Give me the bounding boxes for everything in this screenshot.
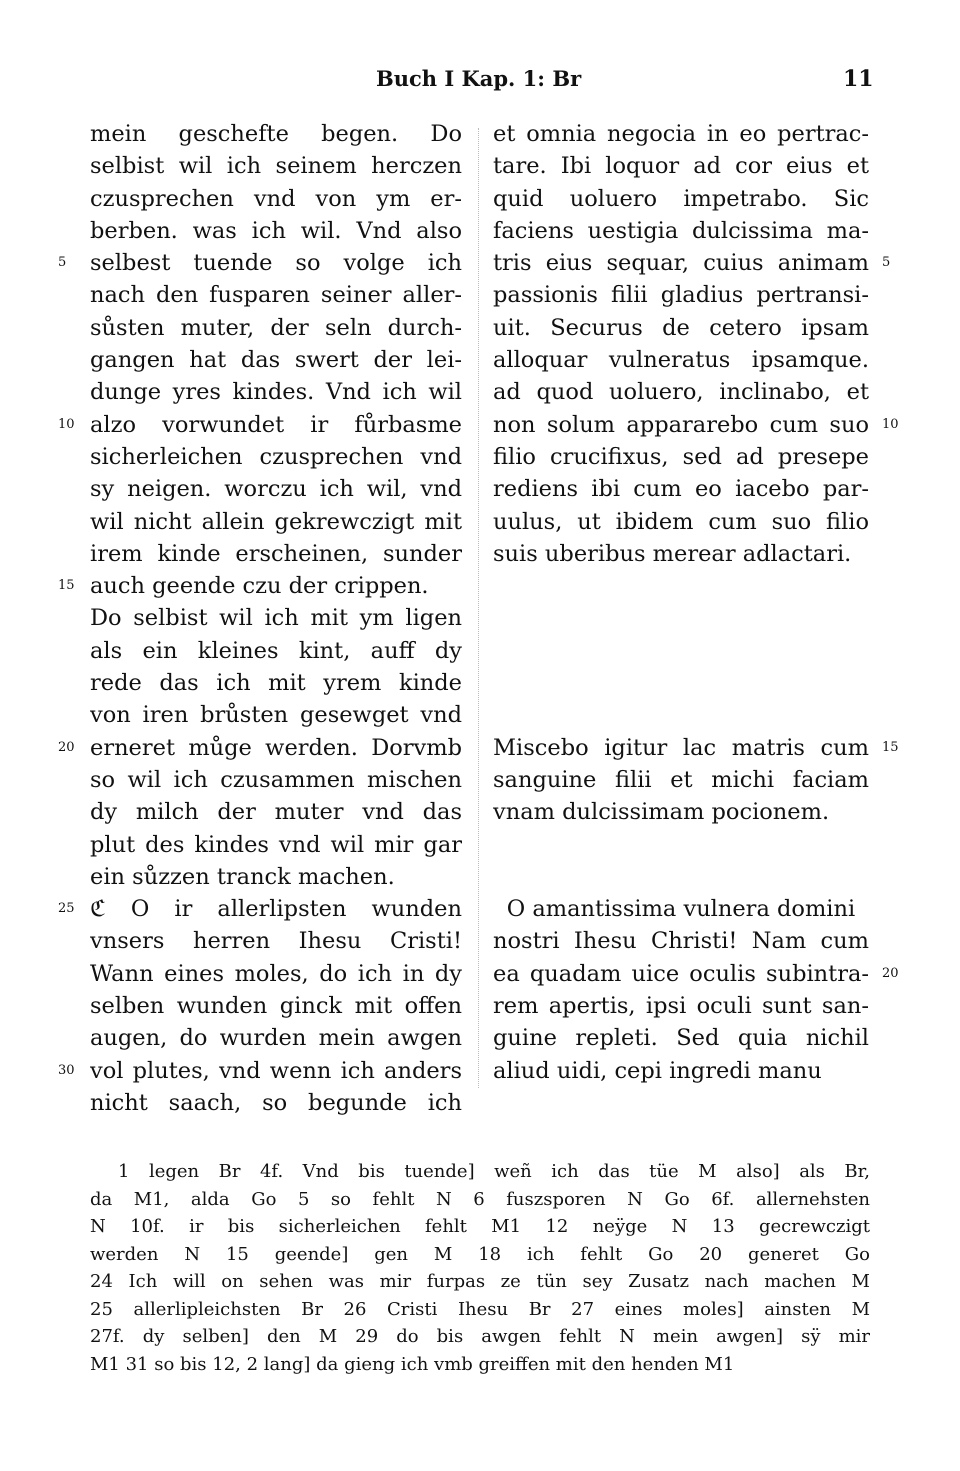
latin-line: alloquar vulneratus ipsamque.	[493, 347, 869, 374]
line-number	[882, 118, 912, 150]
line-number: 30	[58, 1062, 75, 1078]
line-number	[882, 312, 912, 344]
latin-line	[493, 602, 869, 634]
line-number	[58, 602, 88, 634]
german-line: dunge yres kindes. Vnd ich wil	[90, 379, 462, 406]
german-line: wil nicht allein gekrewczigt mit	[90, 508, 462, 535]
line-number	[58, 796, 88, 828]
line-number	[58, 118, 88, 150]
line-number	[882, 667, 912, 699]
german-line: vnsers herren Ihesu Cristi!	[90, 928, 462, 955]
line-number: 15	[882, 739, 899, 755]
latin-line: non solum appararebo cum suo	[493, 411, 869, 438]
latin-line: sanguine filii et michi faciam	[493, 766, 869, 793]
line-number	[58, 538, 88, 570]
german-line: erneret můge werden. Dorvmb	[90, 734, 462, 761]
left-line-numbers	[58, 118, 88, 1119]
german-line: irem kinde erscheinen, sunder	[90, 540, 462, 567]
german-line: als ein kleines kint, auff dy	[90, 637, 462, 664]
latin-line: vnam dulcissimam pocionem.	[493, 799, 830, 826]
line-number: 5	[882, 255, 891, 271]
footnote-line: da M1, alda Go 5 so fehlt N 6 fuszsporen N Go 6f. allernehsten	[90, 1188, 870, 1210]
line-number	[882, 215, 912, 247]
german-line: vol plutes, vnd wenn ich anders	[90, 1057, 462, 1084]
line-number	[58, 829, 88, 861]
latin-line: tris eius sequar, cuius animam	[493, 250, 869, 277]
german-line: selbist wil ich seinem herczen	[90, 153, 462, 180]
german-line: mein geschefte begen. Do	[90, 121, 462, 147]
line-number	[882, 635, 912, 667]
latin-line	[493, 829, 869, 861]
latin-line	[493, 635, 869, 667]
german-line: alzo vorwundet ir fůrbasme	[90, 411, 462, 438]
footnote-line: N 10f. ir bis sicherleichen fehlt M1 12 neÿge N 13 gecrewczigt	[90, 1216, 870, 1237]
line-number	[882, 441, 912, 473]
german-line: sy neigen. worczu ich wil, vnd	[90, 476, 462, 503]
line-number	[882, 506, 912, 538]
german-line: gangen hat das swert der lei-	[90, 347, 462, 374]
line-number	[882, 1087, 912, 1119]
line-number	[58, 990, 88, 1022]
line-number	[882, 1022, 912, 1054]
line-number	[58, 667, 88, 699]
german-line: Wann eines moles, do ich in dy	[90, 960, 462, 987]
page-number: 11	[843, 66, 874, 92]
latin-line: guine repleti. Sed quia nichil	[493, 1025, 869, 1052]
line-number	[58, 1022, 88, 1054]
line-number: 20	[882, 965, 899, 981]
latin-line	[493, 667, 869, 699]
latin-line: quid uoluero impetrabo. Sic	[493, 185, 869, 212]
german-line: ein sůzzen tranck machen.	[90, 863, 395, 890]
line-number	[58, 376, 88, 408]
latin-line: Miscebo igitur lac matris cum	[493, 734, 869, 761]
line-number	[882, 183, 912, 215]
latin-line: ea quadam uice oculis subintra-	[493, 960, 869, 987]
line-number	[882, 699, 912, 731]
footnote-line: M1 31 so bis 12, 2 lang] da gieng ich vmb greiffen mit den henden M1	[90, 1353, 735, 1375]
line-number	[882, 796, 912, 828]
line-number	[882, 570, 912, 602]
line-number	[58, 861, 88, 893]
german-line: selben wunden ginck mit offen	[90, 993, 462, 1020]
line-number	[882, 893, 912, 925]
line-number	[58, 150, 88, 182]
german-line: nach den fusparen seiner aller-	[90, 282, 462, 309]
footnote-line: 1 legen Br 4f. Vnd bis tuende] weñ ich das tüe M also] als Br,	[118, 1161, 870, 1182]
line-number	[882, 829, 912, 861]
latin-line	[493, 699, 869, 731]
line-number	[58, 958, 88, 990]
right-line-numbers	[882, 118, 912, 1119]
german-line: auch geende czu der crippen.	[90, 573, 429, 600]
line-number	[58, 1087, 88, 1119]
german-line: sicherleichen czusprechen vnd	[90, 443, 462, 470]
latin-line: uit. Securus de cetero ipsam	[493, 314, 869, 341]
latin-line: uulus, ut ibidem cum suo filio	[493, 508, 869, 535]
german-line: dy milch der muter vnd das	[90, 799, 462, 826]
german-line: sůsten muter, der seln durch-	[90, 314, 462, 341]
german-line: ℭ O ir allerlipsten wunden	[90, 896, 462, 923]
latin-line: rediens ibi cum eo iacebo par-	[493, 476, 869, 503]
latin-line: filio crucifixus, sed ad presepe	[493, 443, 869, 470]
line-number	[882, 150, 912, 182]
line-number	[58, 312, 88, 344]
running-head: Buch I Kap. 1: Br	[376, 66, 582, 91]
latin-line	[493, 1087, 869, 1119]
latin-line: O amantissima vulnera domini	[506, 896, 856, 923]
german-line: Do selbist wil ich mit ym ligen	[90, 605, 462, 632]
footnote-line: werden N 15 geende] gen M 18 ich fehlt Go 20 generet Go	[90, 1243, 870, 1265]
latin-line: ad quod uoluero, inclinabo, et	[493, 379, 869, 406]
line-number	[882, 344, 912, 376]
line-number	[58, 215, 88, 247]
line-number	[58, 635, 88, 667]
german-text-column	[90, 118, 462, 1119]
german-line: nicht saach, so begunde ich	[90, 1089, 462, 1116]
footnote-line: 27f. dy selben] den M 29 do bis awgen fehlt N mein awgen] sÿ mir	[90, 1326, 870, 1347]
line-number	[882, 602, 912, 634]
column-divider	[478, 128, 479, 1088]
line-number	[882, 1055, 912, 1087]
german-line: czusprechen vnd von ym er-	[90, 185, 462, 212]
footnote-line: 25 allerlipleichsten Br 26 Cristi Ihesu Br 27 eines moles] ainsten M	[90, 1298, 870, 1320]
line-number	[58, 344, 88, 376]
line-number	[882, 376, 912, 408]
line-number	[882, 473, 912, 505]
german-line: selbest tuende so volge ich	[90, 250, 462, 277]
line-number	[58, 473, 88, 505]
line-number	[58, 925, 88, 957]
german-line: so wil ich czusammen mischen	[90, 766, 462, 793]
line-number: 25	[58, 901, 75, 917]
latin-line: aliud uidi, cepi ingredi manu	[493, 1057, 822, 1084]
german-line: von iren brůsten gesewget vnd	[90, 702, 462, 729]
line-number	[58, 699, 88, 731]
latin-line: suis uberibus merear adlactari.	[493, 540, 852, 567]
latin-line	[493, 570, 869, 602]
latin-line: et omnia negocia in eo pertrac-	[493, 121, 869, 147]
line-number: 20	[58, 739, 75, 755]
line-number	[882, 861, 912, 893]
latin-line: rem apertis, ipsi oculi sunt san-	[493, 993, 869, 1020]
line-number	[882, 538, 912, 570]
line-number	[58, 764, 88, 796]
page-header	[0, 66, 960, 96]
latin-text-column	[493, 118, 869, 1119]
footnote-line: 24 Ich will on sehen was mir furpas ze tün sey Zusatz nach machen M	[90, 1271, 870, 1292]
line-number	[882, 279, 912, 311]
line-number	[58, 183, 88, 215]
latin-line: faciens uestigia dulcissima ma-	[493, 217, 869, 244]
latin-line: tare. Ibi loquor ad cor eius et	[493, 153, 869, 180]
line-number: 5	[58, 255, 67, 271]
line-number	[58, 441, 88, 473]
line-number: 15	[58, 578, 75, 594]
german-line: plut des kindes vnd wil mir gar	[90, 831, 462, 858]
latin-line: passionis filii gladius pertransi-	[493, 282, 869, 309]
latin-line: nostri Ihesu Christi! Nam cum	[493, 928, 869, 955]
footnotes	[90, 1158, 870, 1378]
latin-line	[493, 861, 869, 893]
line-number: 10	[882, 416, 899, 432]
line-number	[882, 925, 912, 957]
line-number: 10	[58, 416, 75, 432]
line-number	[58, 506, 88, 538]
german-line: augen, do wurden mein awgen	[90, 1025, 462, 1052]
german-line: rede das ich mit yrem kinde	[90, 670, 462, 697]
line-number	[58, 279, 88, 311]
line-number	[882, 990, 912, 1022]
german-line: berben. was ich wil. Vnd also	[90, 217, 462, 244]
line-number	[882, 764, 912, 796]
